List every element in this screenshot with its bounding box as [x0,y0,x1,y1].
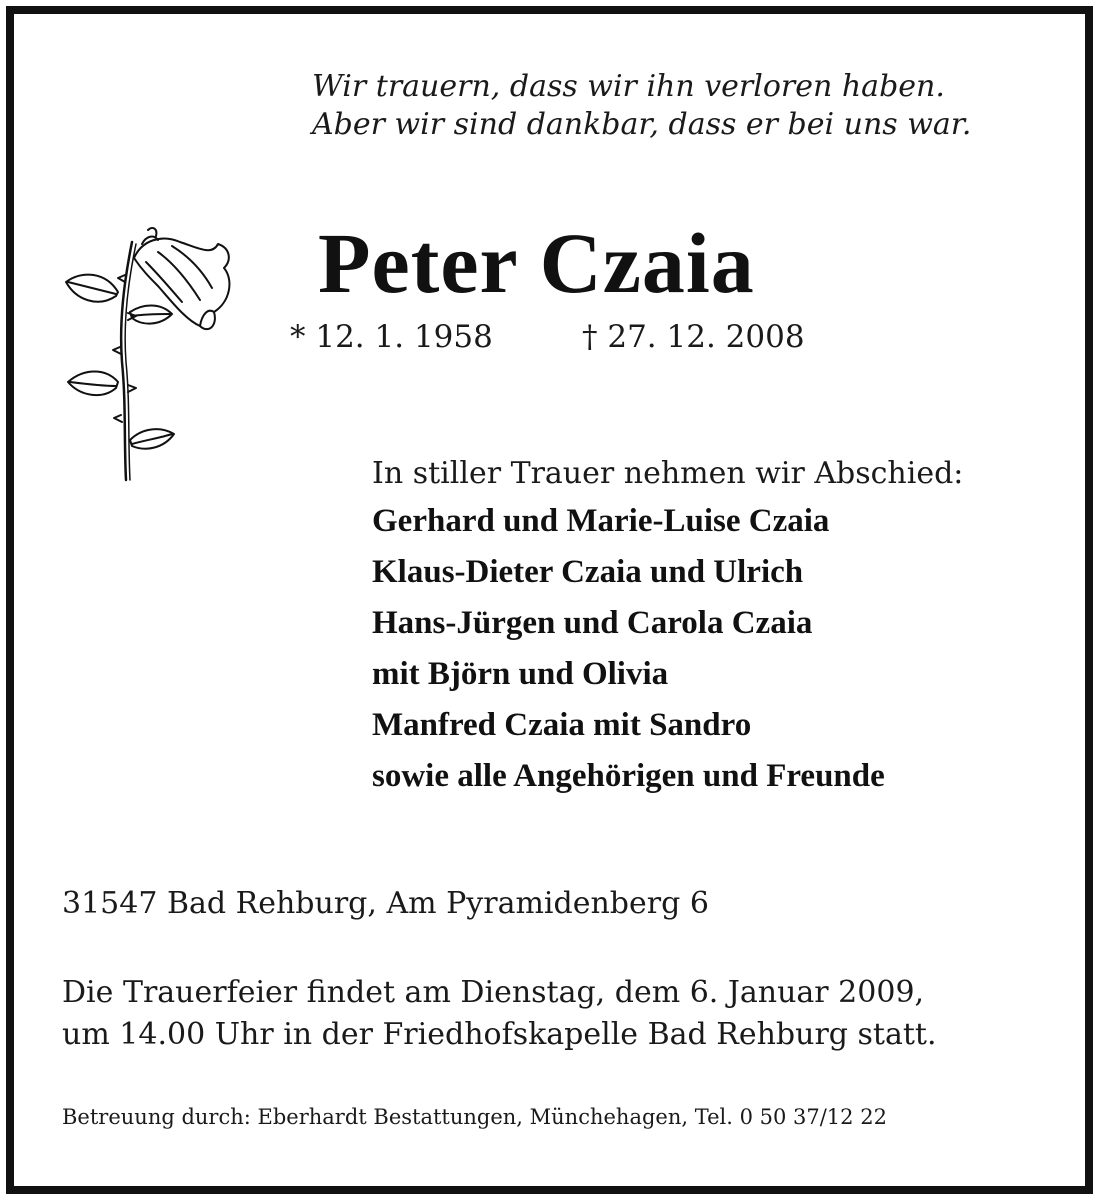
mourner-name: Hans-Jürgen und Carola Czaia [372,605,813,641]
mourner-name: sowie alle Angehörigen und Freunde [372,758,885,794]
funeral-service-info [62,972,937,1056]
family-address: 31547 Bad Rehburg, Am Pyramidenberg 6 [62,886,709,921]
motto-line-1: Wir trauern, dass wir ihn verloren haben. [312,69,945,104]
motto-line-2: Aber wir sind dankbar, dass er bei uns war. [312,107,972,142]
funeral-home-footer: Betreuung durch: Eberhardt Bestattungen, Münchehagen, Tel. 0 50 37/12 22 [62,1105,887,1129]
mourner-name: mit Björn und Olivia [372,656,669,692]
life-dates [290,317,805,357]
mourner-name: Manfred Czaia mit Sandro [372,707,752,743]
rose-illustration [62,222,242,484]
service-line-1: Die Trauerfeier findet am Dienstag, dem 6. Januar 2009, [62,975,925,1010]
birth-date: * 12. 1. 1958 [290,319,493,355]
mourners-block [372,452,963,802]
mourners-intro: In stiller Trauer nehmen wir Abschied: [372,456,964,491]
motto-quote [312,68,971,144]
deceased-name: Peter Czaia [318,215,755,311]
service-line-2: um 14.00 Uhr in der Friedhofskapelle Bad Rehburg statt. [62,1017,937,1052]
mourner-name: Gerhard und Marie-Luise Czaia [372,503,830,539]
death-date: † 27. 12. 2008 [582,319,805,355]
mourner-name: Klaus-Dieter Czaia und Ulrich [372,554,804,590]
